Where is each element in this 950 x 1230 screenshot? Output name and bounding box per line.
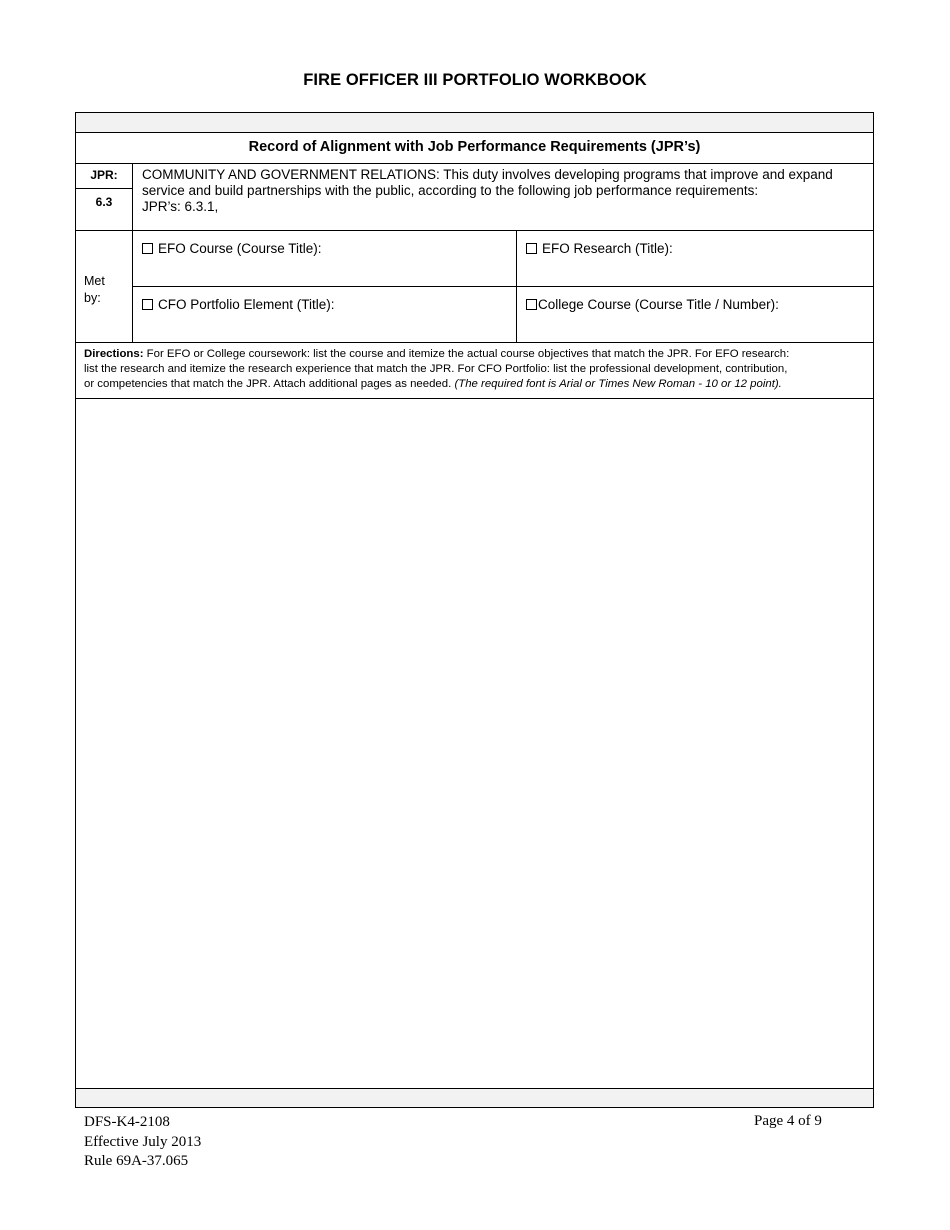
college-course-label: College Course (Course Title / Number): [538, 297, 779, 312]
top-shaded-band [76, 113, 873, 133]
efo-course-option[interactable] [142, 241, 322, 256]
directions-line1: For EFO or College coursework: list the course and itemize the actual course objectives that match the JPR. For EFO research: [143, 348, 790, 360]
directions-line [84, 377, 869, 392]
response-area[interactable] [76, 399, 873, 1089]
directions-text [84, 347, 869, 392]
cfo-portfolio-checkbox[interactable] [142, 299, 153, 310]
cfo-portfolio-option[interactable] [142, 297, 335, 312]
efo-research-option[interactable] [526, 241, 673, 256]
directions-line2: list the research and itemize the research experience that match the JPR. For CFO Portfolio: list the professional development, contribution, [84, 363, 788, 375]
efo-course-checkbox[interactable] [142, 243, 153, 254]
divider-met-by [76, 342, 873, 343]
rule-reference: Rule 69A-37.065 [84, 1153, 189, 1169]
jpr-description [142, 167, 870, 215]
jpr-description-line: service and build partnerships with the public, according to the following job performance requirements: [142, 183, 759, 198]
met-by-text: Met by: [84, 274, 105, 305]
divider-jpr [76, 230, 873, 231]
divider-heading [76, 163, 873, 164]
jpr-label: JPR: [90, 168, 118, 182]
met-by-label [84, 273, 114, 307]
college-course-option[interactable] [526, 297, 779, 312]
directions-line [84, 347, 869, 362]
directions-line3: or competencies that match the JPR. Attach additional pages as needed. [84, 378, 455, 390]
efo-course-label: EFO Course (Course Title): [158, 241, 322, 256]
jpr-number: 6.3 [95, 195, 113, 209]
page-number: Page 4 of 9 [754, 1113, 822, 1129]
footer-form-info [84, 1113, 201, 1172]
efo-research-label: EFO Research (Title): [542, 241, 673, 256]
jpr-record-form [75, 112, 874, 1108]
document-title: FIRE OFFICER III PORTFOLIO WORKBOOK [303, 71, 647, 89]
form-number: DFS-K4-2108 [84, 1114, 170, 1130]
left-column-divider [132, 163, 133, 342]
jpr-description-line: JPR’s: 6.3.1, [142, 199, 219, 214]
directions-label: Directions: [84, 348, 144, 360]
cfo-portfolio-label: CFO Portfolio Element (Title): [158, 297, 335, 312]
record-heading: Record of Alignment with Job Performance Requirements (JPR’s) [248, 139, 701, 155]
jpr-description-line: COMMUNITY AND GOVERNMENT RELATIONS: This duty involves developing programs that improve and expand [142, 167, 833, 182]
effective-date: Effective July 2013 [84, 1133, 202, 1150]
divider-options [132, 286, 873, 287]
jpr-cell-divider [76, 188, 132, 189]
font-requirement-note: (The required font is Arial or Times New Roman - 10 or 12 point). [454, 378, 782, 390]
college-course-checkbox[interactable] [526, 299, 537, 310]
bottom-shaded-band [76, 1088, 873, 1107]
efo-research-checkbox[interactable] [526, 243, 537, 254]
